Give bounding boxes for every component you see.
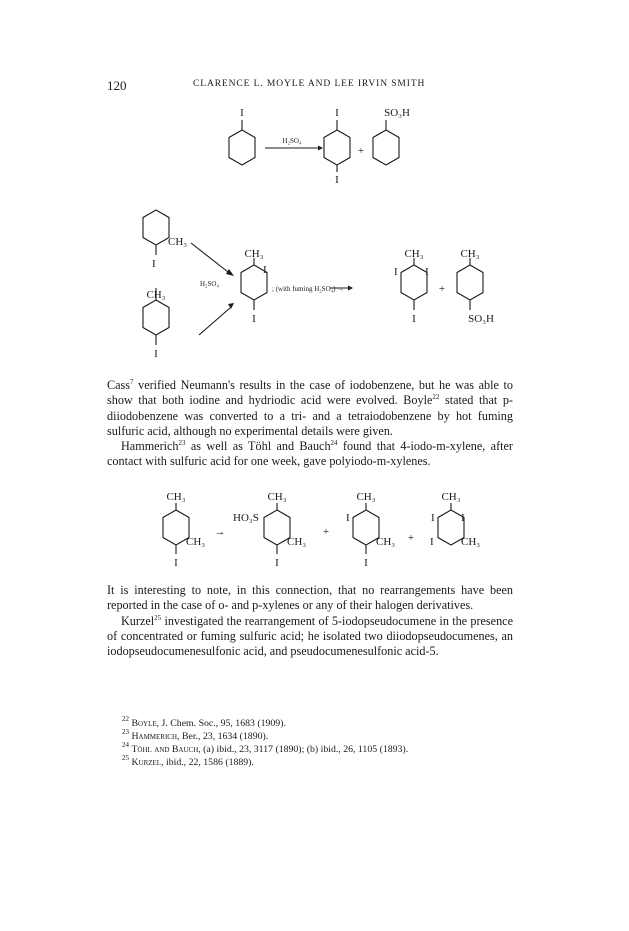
iodo-label: I bbox=[364, 557, 368, 569]
body-text-lower bbox=[107, 583, 513, 659]
iodo-label: I bbox=[263, 264, 267, 276]
iodo-label: I bbox=[174, 557, 178, 569]
iodo-label: I bbox=[335, 174, 339, 186]
paragraph: Kurzel$^{25}$ investigated the rearrangement of 5-iodopseudocumene in the presence of concentrated or fuming sulfuric acid; he isolated two diiodopseudocumenes, an iodopseudocumenesulfonic acid, and pseudocumenesulfonic acid-5. bbox=[107, 613, 513, 659]
methyl-label: CH₃ bbox=[441, 491, 461, 503]
methyl-label: CH₃ bbox=[168, 236, 188, 248]
iodo-label: I bbox=[394, 266, 398, 278]
iodo-label: I bbox=[412, 313, 416, 325]
page-header bbox=[107, 78, 527, 94]
citation-marker: 22 bbox=[432, 393, 440, 402]
methyl-label: CH₃ bbox=[267, 491, 287, 503]
reaction-scheme-3 bbox=[0, 488, 629, 580]
iodo-label: I bbox=[240, 107, 244, 119]
methyl-label: CH₃ bbox=[244, 248, 264, 260]
footnote: $^{23}$ Hammerich, Ber., 23, 1634 (1890). bbox=[122, 728, 269, 742]
arrow-head bbox=[226, 269, 234, 276]
benzene-ring bbox=[229, 130, 255, 165]
body-text-upper bbox=[107, 378, 513, 470]
fuming-condition: ; (with fuming H₂SO₄) → bbox=[272, 285, 345, 293]
footnote: $^{22}$ Boyle, J. Chem. Soc., 95, 1683 (1909). bbox=[122, 715, 286, 729]
benzene-ring bbox=[457, 265, 483, 300]
methyl-label: CH₃ bbox=[461, 536, 481, 548]
paragraph: Cass$^7$ verified Neumann's results in the case of iodobenzene, but he was able to show that both iodine and hydriodic acid were evolved. Boyle$^{22}$ stated that p-diiodobenzene was converted to a tri- and a tetraiodobenzene by hot fuming sulfuric acid, although no experimental details were given. bbox=[107, 378, 513, 438]
methyl-label: CH₃ bbox=[460, 248, 480, 260]
footnote: $^{25}$ Kurzel, ibid., 22, 1586 (1889). bbox=[122, 754, 254, 768]
iodo-label: I bbox=[430, 536, 434, 548]
footnote: $^{24}$ Töhl and Bauch, (a) ibid., 23, 3117 (1890); (b) ibid., 26, 1105 (1893). bbox=[122, 741, 409, 755]
methyl-label: CH₃ bbox=[186, 536, 206, 548]
iodo-label: I bbox=[275, 557, 279, 569]
reaction-scheme-1 bbox=[0, 100, 629, 200]
paragraph: Hammerich$^{23}$ as well as Töhl and Bauch$^{24}$ found that 4-iodo-m-xylene, after contact with sulfuric acid for one week, gave polyiodo-m-xylenes. bbox=[107, 439, 513, 469]
page-number: 120 bbox=[107, 78, 127, 93]
sulfonic-group-label: HO₃S bbox=[233, 512, 259, 524]
iodo-label: I bbox=[252, 313, 256, 325]
methyl-label: CH₃ bbox=[356, 491, 376, 503]
iodo-label: I bbox=[461, 512, 465, 524]
paragraph: It is interesting to note, in this connection, that no rearrangements have been reported in the case of o- and p-xylenes or any of their halogen derivatives. bbox=[107, 583, 513, 613]
arrow-head bbox=[348, 286, 353, 291]
plus-sign: + bbox=[357, 145, 365, 157]
plus-sign: + bbox=[407, 532, 415, 544]
benzene-ring bbox=[143, 210, 169, 245]
benzene-ring bbox=[373, 130, 399, 165]
iodo-label: I bbox=[154, 348, 158, 360]
sulfonic-group-label: SO₃H bbox=[468, 313, 494, 325]
arrow-head bbox=[228, 303, 234, 309]
methyl-label: CH₃ bbox=[287, 536, 307, 548]
iodo-label: I bbox=[431, 512, 435, 524]
benzene-ring bbox=[401, 265, 427, 300]
benzene-ring bbox=[324, 130, 350, 165]
reagent-label: H₂SO₄ bbox=[200, 280, 219, 288]
sulfonic-group-label: SO₃H bbox=[384, 107, 410, 119]
citation-marker: 7 bbox=[130, 378, 134, 386]
running-title: CLARENCE L. MOYLE AND LEE IRVIN SMITH bbox=[193, 79, 426, 89]
iodo-label: I bbox=[335, 107, 339, 119]
reaction-arrow: → bbox=[214, 526, 226, 538]
arrow-head bbox=[318, 146, 323, 151]
iodo-label: I bbox=[346, 512, 350, 524]
iodo-label: I bbox=[425, 266, 429, 278]
methyl-label: CH₃ bbox=[166, 491, 186, 503]
reaction-scheme-2 bbox=[0, 200, 629, 375]
footnotes bbox=[122, 717, 522, 769]
citation-marker: 23 bbox=[178, 439, 186, 448]
plus-sign: + bbox=[322, 526, 330, 538]
methyl-label: CH₃ bbox=[376, 536, 396, 548]
citation-marker: 25 bbox=[154, 613, 162, 622]
methyl-label: CH₃ bbox=[404, 248, 424, 260]
benzene-ring bbox=[143, 300, 169, 335]
citation-marker: 24 bbox=[330, 439, 338, 448]
methyl-label: CH₃ bbox=[146, 289, 166, 301]
reagent-label: H₂SO₄ bbox=[282, 137, 302, 145]
iodo-label: I bbox=[152, 258, 156, 270]
plus-sign: + bbox=[438, 283, 446, 295]
